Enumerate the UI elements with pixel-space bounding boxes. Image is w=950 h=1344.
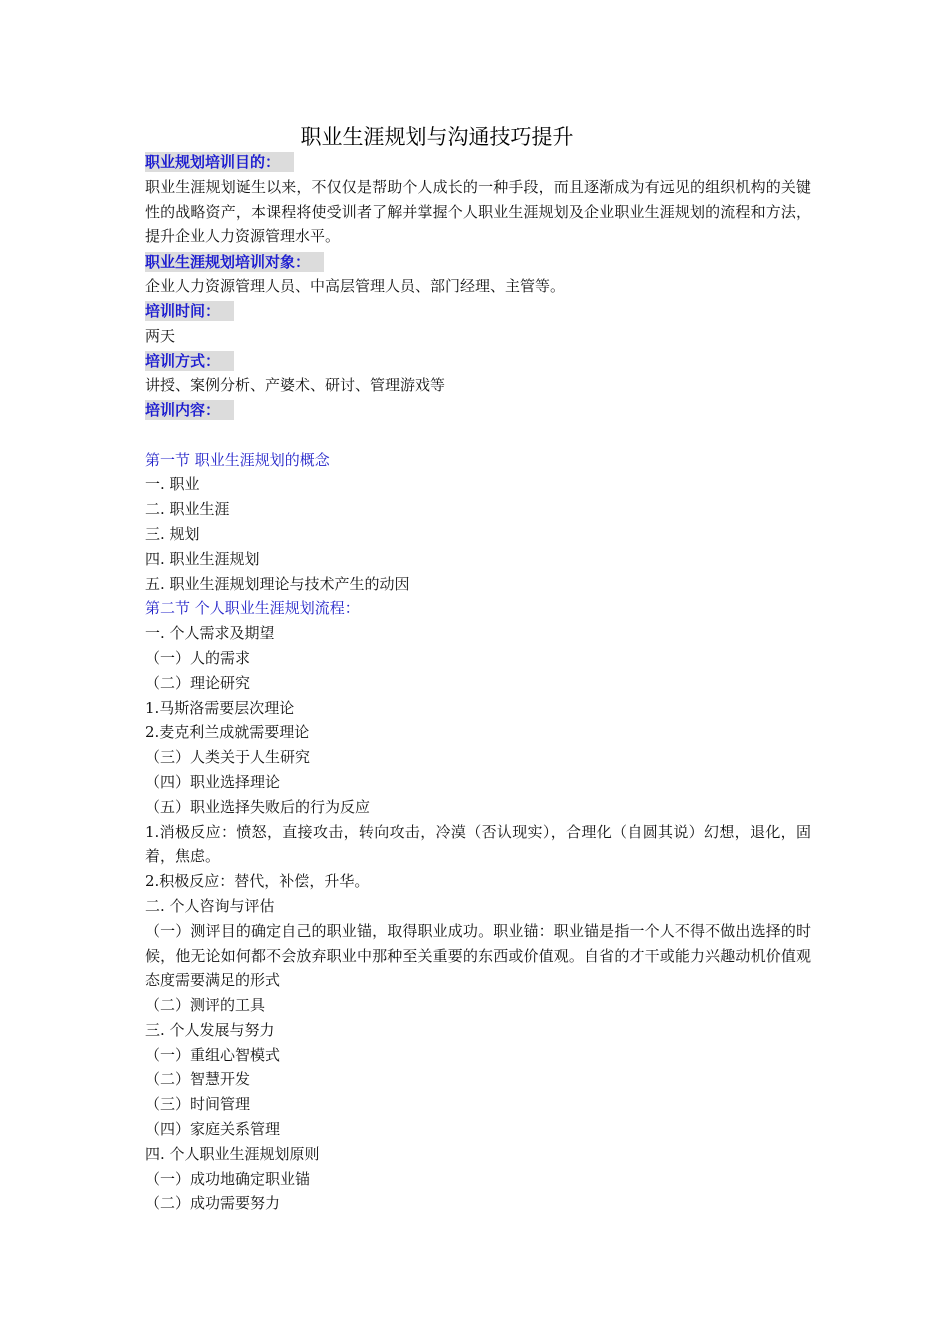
- list-item: （二）测评的工具: [145, 996, 266, 1015]
- audience-text: 企业人力资源管理人员、中高层管理人员、部门经理、主管等。: [145, 276, 566, 295]
- method-text: 讲授、案例分析、产婆术、研讨、管理游戏等: [145, 376, 446, 395]
- list-item: （一）测评目的确定自己的职业锚，取得职业成功。职业锚：职业锚是指一个人不得不做出选择的时候，他无论如何都不会放弃职业中那种至关重要的东西或价值观。自省的才干或能力兴趣动机价值观态度需要满足的形式: [145, 921, 811, 990]
- list-item: （四）职业选择理论: [145, 772, 281, 791]
- section-1-title: 第一节 职业生涯规划的概念: [145, 450, 330, 469]
- list-item: 二. 职业生涯: [145, 500, 230, 519]
- duration-text: 两天: [145, 326, 176, 345]
- list-item: 四. 个人职业生涯规划原则: [145, 1144, 320, 1163]
- purpose-paragraph: 职业生涯规划诞生以来，不仅仅是帮助个人成长的一种手段，而且逐渐成为有远见的组织机构的关键性的战略资产，本课程将使受训者了解并掌握个人职业生涯规划及企业职业生涯规划的流程和方法，提升企业人力资源管理水平。: [145, 177, 811, 246]
- list-item: 1.马斯洛需要层次理论: [145, 698, 295, 717]
- list-item: （二）智慧开发: [145, 1070, 251, 1089]
- list-item: 三. 规划: [145, 524, 200, 543]
- list-item: 四. 职业生涯规划: [145, 549, 260, 568]
- heading-method: 培训方式：: [145, 351, 234, 371]
- list-item: （一）成功地确定职业锚: [145, 1169, 311, 1188]
- list-item: 二. 个人咨询与评估: [145, 896, 275, 915]
- list-item: 2.积极反应：替代，补偿，升华。: [145, 872, 370, 891]
- list-item: 1.消极反应：愤怒，直接攻击，转向攻击，冷漠（否认现实），合理化（自圆其说）幻想，退化，固着，焦虑。: [145, 822, 811, 866]
- heading-purpose: 职业规划培训目的：: [145, 152, 294, 172]
- list-item: （一）重组心智模式: [145, 1045, 281, 1064]
- document-body: [145, 150, 811, 1216]
- list-item: （三）时间管理: [145, 1095, 251, 1114]
- section-2-title: 第二节 个人职业生涯规划流程：: [145, 599, 360, 618]
- list-item: 五. 职业生涯规划理论与技术产生的动因: [145, 574, 410, 593]
- list-item: （三）人类关于人生研究: [145, 748, 311, 767]
- list-item: （五）职业选择失败后的行为反应: [145, 797, 371, 816]
- list-item: 一. 个人需求及期望: [145, 624, 275, 643]
- document-title: 职业生涯规划与沟通技巧提升: [300, 125, 574, 149]
- heading-duration: 培训时间：: [145, 301, 234, 321]
- list-item: （四）家庭关系管理: [145, 1120, 281, 1139]
- heading-content: 培训内容：: [145, 400, 234, 420]
- list-item: 2.麦克利兰成就需要理论: [145, 723, 310, 742]
- list-item: （二）成功需要努力: [145, 1194, 281, 1213]
- spacer: [145, 423, 811, 448]
- list-item: 三. 个人发展与努力: [145, 1020, 275, 1039]
- list-item: （一）人的需求: [145, 648, 251, 667]
- list-item: 一. 职业: [145, 475, 200, 494]
- list-item: （二）理论研究: [145, 673, 251, 692]
- heading-audience: 职业生涯规划培训对象：: [145, 252, 324, 272]
